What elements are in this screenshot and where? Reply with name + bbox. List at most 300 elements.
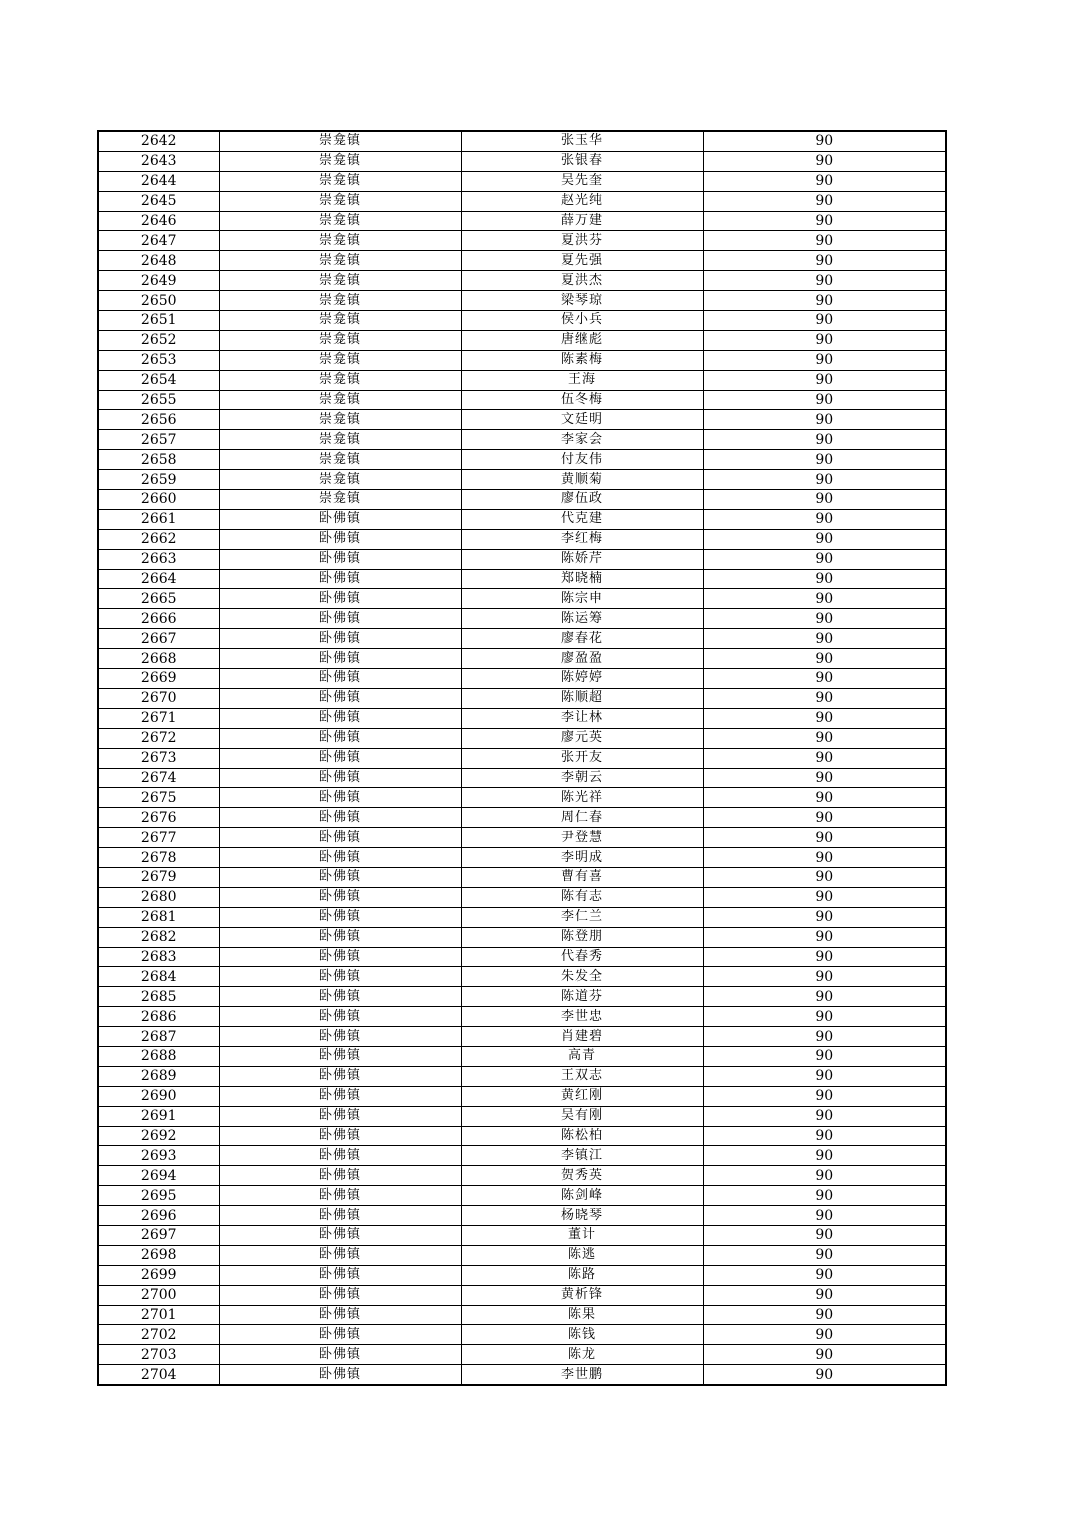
table-row (98, 370, 946, 390)
table-row (98, 1265, 946, 1285)
row-number-cell: 2688 (98, 1046, 219, 1066)
table-row (98, 1305, 946, 1325)
table-row (98, 569, 946, 589)
amount-cell: 90 (703, 370, 946, 390)
amount-cell: 90 (703, 828, 946, 848)
town-cell: 卧佛镇 (219, 828, 461, 848)
row-number-cell: 2685 (98, 987, 219, 1007)
row-number-cell: 2666 (98, 609, 219, 629)
table-row (98, 828, 946, 848)
table-row (98, 669, 946, 689)
person-name-cell: 张玉华 (461, 131, 703, 151)
person-name-cell: 廖元英 (461, 728, 703, 748)
table-row (98, 549, 946, 569)
row-number-cell: 2650 (98, 291, 219, 311)
row-number-cell: 2660 (98, 490, 219, 510)
table-row (98, 1245, 946, 1265)
row-number-cell: 2686 (98, 1007, 219, 1027)
person-name-cell: 曹有喜 (461, 867, 703, 887)
person-name-cell: 李镇江 (461, 1146, 703, 1166)
town-cell: 卧佛镇 (219, 867, 461, 887)
town-cell: 卧佛镇 (219, 808, 461, 828)
row-number-cell: 2654 (98, 370, 219, 390)
row-number-cell: 2651 (98, 311, 219, 331)
amount-cell: 90 (703, 927, 946, 947)
amount-cell: 90 (703, 967, 946, 987)
person-name-cell: 陈娇芹 (461, 549, 703, 569)
town-cell: 崇龛镇 (219, 271, 461, 291)
town-cell: 崇龛镇 (219, 390, 461, 410)
person-name-cell: 陈钱 (461, 1325, 703, 1345)
person-name-cell: 梁琴琼 (461, 291, 703, 311)
table-row (98, 907, 946, 927)
table-row (98, 1106, 946, 1126)
person-name-cell: 王海 (461, 370, 703, 390)
person-name-cell: 夏先强 (461, 251, 703, 271)
amount-cell: 90 (703, 848, 946, 868)
row-number-cell: 2682 (98, 927, 219, 947)
row-number-cell: 2698 (98, 1245, 219, 1265)
town-cell: 卧佛镇 (219, 947, 461, 967)
person-name-cell: 廖盈盈 (461, 649, 703, 669)
amount-cell: 90 (703, 470, 946, 490)
row-number-cell: 2659 (98, 470, 219, 490)
town-cell: 卧佛镇 (219, 569, 461, 589)
amount-cell: 90 (703, 1106, 946, 1126)
table-row (98, 1086, 946, 1106)
town-cell: 崇龛镇 (219, 211, 461, 231)
town-cell: 卧佛镇 (219, 708, 461, 728)
amount-cell: 90 (703, 251, 946, 271)
town-cell: 卧佛镇 (219, 589, 461, 609)
row-number-cell: 2692 (98, 1126, 219, 1146)
amount-cell: 90 (703, 748, 946, 768)
row-number-cell: 2652 (98, 330, 219, 350)
town-cell: 崇龛镇 (219, 350, 461, 370)
town-cell: 卧佛镇 (219, 848, 461, 868)
row-number-cell: 2695 (98, 1186, 219, 1206)
row-number-cell: 2693 (98, 1146, 219, 1166)
row-number-cell: 2684 (98, 967, 219, 987)
person-name-cell: 文廷明 (461, 410, 703, 430)
person-name-cell: 高青 (461, 1046, 703, 1066)
person-name-cell: 吴有刚 (461, 1106, 703, 1126)
amount-cell: 90 (703, 291, 946, 311)
amount-cell: 90 (703, 1086, 946, 1106)
person-name-cell: 陈路 (461, 1265, 703, 1285)
person-name-cell: 黄析锋 (461, 1285, 703, 1305)
row-number-cell: 2696 (98, 1206, 219, 1226)
amount-cell: 90 (703, 867, 946, 887)
amount-cell: 90 (703, 629, 946, 649)
person-name-cell: 唐继彪 (461, 330, 703, 350)
table-row (98, 1146, 946, 1166)
row-number-cell: 2674 (98, 768, 219, 788)
table-row (98, 430, 946, 450)
row-number-cell: 2649 (98, 271, 219, 291)
row-number-cell: 2691 (98, 1106, 219, 1126)
person-name-cell: 赵光纯 (461, 191, 703, 211)
amount-cell: 90 (703, 1245, 946, 1265)
town-cell: 卧佛镇 (219, 1285, 461, 1305)
row-number-cell: 2646 (98, 211, 219, 231)
amount-cell: 90 (703, 589, 946, 609)
row-number-cell: 2645 (98, 191, 219, 211)
table-row (98, 887, 946, 907)
row-number-cell: 2657 (98, 430, 219, 450)
amount-cell: 90 (703, 1166, 946, 1186)
row-number-cell: 2656 (98, 410, 219, 430)
table-row (98, 450, 946, 470)
town-cell: 卧佛镇 (219, 1166, 461, 1186)
table-row (98, 768, 946, 788)
amount-cell: 90 (703, 808, 946, 828)
row-number-cell: 2673 (98, 748, 219, 768)
table-row (98, 509, 946, 529)
row-number-cell: 2704 (98, 1365, 219, 1385)
town-cell: 卧佛镇 (219, 967, 461, 987)
table-row (98, 1365, 946, 1385)
amount-cell: 90 (703, 708, 946, 728)
person-name-cell: 张开友 (461, 748, 703, 768)
amount-cell: 90 (703, 529, 946, 549)
person-name-cell: 张银春 (461, 151, 703, 171)
amount-cell: 90 (703, 1066, 946, 1086)
amount-cell: 90 (703, 330, 946, 350)
amount-cell: 90 (703, 649, 946, 669)
person-name-cell: 陈逃 (461, 1245, 703, 1265)
person-name-cell: 侯小兵 (461, 311, 703, 331)
table-row (98, 708, 946, 728)
person-name-cell: 陈婷婷 (461, 669, 703, 689)
table-row (98, 490, 946, 510)
town-cell: 卧佛镇 (219, 1007, 461, 1027)
table-row (98, 1325, 946, 1345)
town-cell: 卧佛镇 (219, 1345, 461, 1365)
person-name-cell: 李红梅 (461, 529, 703, 549)
person-name-cell: 代克建 (461, 509, 703, 529)
amount-cell: 90 (703, 887, 946, 907)
amount-cell: 90 (703, 1046, 946, 1066)
amount-cell: 90 (703, 669, 946, 689)
person-name-cell: 尹登慧 (461, 828, 703, 848)
town-cell: 崇龛镇 (219, 131, 461, 151)
person-name-cell: 李朝云 (461, 768, 703, 788)
amount-cell: 90 (703, 1265, 946, 1285)
person-name-cell: 陈宗申 (461, 589, 703, 609)
row-number-cell: 2668 (98, 649, 219, 669)
table-row (98, 848, 946, 868)
person-name-cell: 朱发全 (461, 967, 703, 987)
table-row (98, 1345, 946, 1365)
town-cell: 卧佛镇 (219, 1066, 461, 1086)
row-number-cell: 2677 (98, 828, 219, 848)
person-name-cell: 黄顺菊 (461, 470, 703, 490)
town-cell: 崇龛镇 (219, 430, 461, 450)
row-number-cell: 2667 (98, 629, 219, 649)
table-row (98, 410, 946, 430)
person-name-cell: 陈登朋 (461, 927, 703, 947)
town-cell: 卧佛镇 (219, 1126, 461, 1146)
person-name-cell: 廖春花 (461, 629, 703, 649)
amount-cell: 90 (703, 311, 946, 331)
town-cell: 卧佛镇 (219, 887, 461, 907)
person-name-cell: 夏洪杰 (461, 271, 703, 291)
town-cell: 崇龛镇 (219, 231, 461, 251)
amount-cell: 90 (703, 350, 946, 370)
town-cell: 崇龛镇 (219, 370, 461, 390)
amount-cell: 90 (703, 271, 946, 291)
amount-cell: 90 (703, 231, 946, 251)
table-row (98, 191, 946, 211)
town-cell: 卧佛镇 (219, 927, 461, 947)
town-cell: 卧佛镇 (219, 987, 461, 1007)
town-cell: 卧佛镇 (219, 788, 461, 808)
person-name-cell: 肖建碧 (461, 1027, 703, 1047)
row-number-cell: 2703 (98, 1345, 219, 1365)
table-row (98, 350, 946, 370)
row-number-cell: 2697 (98, 1225, 219, 1245)
amount-cell: 90 (703, 1365, 946, 1385)
town-cell: 卧佛镇 (219, 669, 461, 689)
town-cell: 卧佛镇 (219, 1206, 461, 1226)
table-row (98, 390, 946, 410)
town-cell: 崇龛镇 (219, 151, 461, 171)
town-cell: 崇龛镇 (219, 251, 461, 271)
amount-cell: 90 (703, 430, 946, 450)
town-cell: 卧佛镇 (219, 688, 461, 708)
row-number-cell: 2643 (98, 151, 219, 171)
town-cell: 卧佛镇 (219, 529, 461, 549)
amount-cell: 90 (703, 907, 946, 927)
amount-cell: 90 (703, 549, 946, 569)
town-cell: 卧佛镇 (219, 1186, 461, 1206)
row-number-cell: 2669 (98, 669, 219, 689)
person-name-cell: 郑晓楠 (461, 569, 703, 589)
person-name-cell: 黄红刚 (461, 1086, 703, 1106)
table-row (98, 688, 946, 708)
person-name-cell: 李世忠 (461, 1007, 703, 1027)
row-number-cell: 2642 (98, 131, 219, 151)
town-cell: 崇龛镇 (219, 490, 461, 510)
person-name-cell: 李仁兰 (461, 907, 703, 927)
table-row (98, 1166, 946, 1186)
row-number-cell: 2653 (98, 350, 219, 370)
row-number-cell: 2644 (98, 171, 219, 191)
table-row (98, 330, 946, 350)
person-name-cell: 夏洪芬 (461, 231, 703, 251)
town-cell: 卧佛镇 (219, 1106, 461, 1126)
person-name-cell: 陈素梅 (461, 350, 703, 370)
town-cell: 卧佛镇 (219, 649, 461, 669)
amount-cell: 90 (703, 1285, 946, 1305)
amount-cell: 90 (703, 1305, 946, 1325)
amount-cell: 90 (703, 151, 946, 171)
table-row (98, 589, 946, 609)
table-row (98, 728, 946, 748)
table-row (98, 629, 946, 649)
table-row (98, 470, 946, 490)
table-row (98, 271, 946, 291)
town-cell: 卧佛镇 (219, 748, 461, 768)
person-name-cell: 贺秀英 (461, 1166, 703, 1186)
table-row (98, 1007, 946, 1027)
amount-cell: 90 (703, 569, 946, 589)
town-cell: 卧佛镇 (219, 1225, 461, 1245)
amount-cell: 90 (703, 987, 946, 1007)
table-row (98, 211, 946, 231)
row-number-cell: 2676 (98, 808, 219, 828)
amount-cell: 90 (703, 1027, 946, 1047)
person-name-cell: 陈有志 (461, 887, 703, 907)
amount-cell: 90 (703, 490, 946, 510)
row-number-cell: 2700 (98, 1285, 219, 1305)
person-name-cell: 廖伍政 (461, 490, 703, 510)
table-row (98, 1066, 946, 1086)
amount-cell: 90 (703, 1325, 946, 1345)
table-row (98, 987, 946, 1007)
person-name-cell: 杨晓琴 (461, 1206, 703, 1226)
amount-cell: 90 (703, 1186, 946, 1206)
row-number-cell: 2670 (98, 688, 219, 708)
table-row (98, 131, 946, 151)
person-name-cell: 周仁春 (461, 808, 703, 828)
row-number-cell: 2658 (98, 450, 219, 470)
table-row (98, 867, 946, 887)
town-cell: 卧佛镇 (219, 768, 461, 788)
person-name-cell: 陈顺超 (461, 688, 703, 708)
amount-cell: 90 (703, 788, 946, 808)
person-name-cell: 吴先奎 (461, 171, 703, 191)
town-cell: 崇龛镇 (219, 330, 461, 350)
row-number-cell: 2679 (98, 867, 219, 887)
town-cell: 崇龛镇 (219, 191, 461, 211)
table-row (98, 788, 946, 808)
table-row (98, 927, 946, 947)
amount-cell: 90 (703, 1345, 946, 1365)
row-number-cell: 2699 (98, 1265, 219, 1285)
person-name-cell: 陈龙 (461, 1345, 703, 1365)
row-number-cell: 2655 (98, 390, 219, 410)
amount-cell: 90 (703, 609, 946, 629)
amount-cell: 90 (703, 131, 946, 151)
town-cell: 卧佛镇 (219, 1245, 461, 1265)
table-row (98, 1225, 946, 1245)
table-row (98, 1126, 946, 1146)
town-cell: 卧佛镇 (219, 1027, 461, 1047)
row-number-cell: 2675 (98, 788, 219, 808)
table-row (98, 291, 946, 311)
table-row (98, 231, 946, 251)
table-row (98, 808, 946, 828)
amount-cell: 90 (703, 688, 946, 708)
amount-cell: 90 (703, 1206, 946, 1226)
row-number-cell: 2701 (98, 1305, 219, 1325)
row-number-cell: 2672 (98, 728, 219, 748)
amount-cell: 90 (703, 1007, 946, 1027)
table-row (98, 1285, 946, 1305)
row-number-cell: 2665 (98, 589, 219, 609)
roster-table (97, 130, 947, 1386)
row-number-cell: 2683 (98, 947, 219, 967)
table-row (98, 1186, 946, 1206)
town-cell: 卧佛镇 (219, 1046, 461, 1066)
town-cell: 卧佛镇 (219, 1305, 461, 1325)
town-cell: 崇龛镇 (219, 171, 461, 191)
town-cell: 崇龛镇 (219, 470, 461, 490)
amount-cell: 90 (703, 410, 946, 430)
person-name-cell: 陈松柏 (461, 1126, 703, 1146)
town-cell: 崇龛镇 (219, 450, 461, 470)
person-name-cell: 李让林 (461, 708, 703, 728)
person-name-cell: 陈运筹 (461, 609, 703, 629)
table-row (98, 151, 946, 171)
person-name-cell: 代春秀 (461, 947, 703, 967)
table-row (98, 649, 946, 669)
town-cell: 崇龛镇 (219, 291, 461, 311)
row-number-cell: 2664 (98, 569, 219, 589)
row-number-cell: 2663 (98, 549, 219, 569)
town-cell: 崇龛镇 (219, 311, 461, 331)
amount-cell: 90 (703, 191, 946, 211)
table-row (98, 609, 946, 629)
town-cell: 卧佛镇 (219, 629, 461, 649)
amount-cell: 90 (703, 728, 946, 748)
row-number-cell: 2662 (98, 529, 219, 549)
person-name-cell: 李家会 (461, 430, 703, 450)
person-name-cell: 薛万建 (461, 211, 703, 231)
row-number-cell: 2681 (98, 907, 219, 927)
person-name-cell: 伍冬梅 (461, 390, 703, 410)
person-name-cell: 陈剑峰 (461, 1186, 703, 1206)
row-number-cell: 2678 (98, 848, 219, 868)
amount-cell: 90 (703, 1126, 946, 1146)
person-name-cell: 陈果 (461, 1305, 703, 1325)
person-name-cell: 李明成 (461, 848, 703, 868)
table-row (98, 1046, 946, 1066)
town-cell: 卧佛镇 (219, 1146, 461, 1166)
table-row (98, 251, 946, 271)
town-cell: 卧佛镇 (219, 1365, 461, 1385)
town-cell: 卧佛镇 (219, 609, 461, 629)
table-row (98, 1027, 946, 1047)
amount-cell: 90 (703, 171, 946, 191)
town-cell: 崇龛镇 (219, 410, 461, 430)
town-cell: 卧佛镇 (219, 549, 461, 569)
table-row (98, 967, 946, 987)
town-cell: 卧佛镇 (219, 1325, 461, 1345)
amount-cell: 90 (703, 509, 946, 529)
table-row (98, 311, 946, 331)
town-cell: 卧佛镇 (219, 907, 461, 927)
amount-cell: 90 (703, 211, 946, 231)
table-row (98, 1206, 946, 1226)
amount-cell: 90 (703, 1146, 946, 1166)
row-number-cell: 2661 (98, 509, 219, 529)
row-number-cell: 2689 (98, 1066, 219, 1086)
row-number-cell: 2702 (98, 1325, 219, 1345)
town-cell: 卧佛镇 (219, 728, 461, 748)
town-cell: 卧佛镇 (219, 1086, 461, 1106)
amount-cell: 90 (703, 947, 946, 967)
town-cell: 卧佛镇 (219, 509, 461, 529)
person-name-cell: 李世鹏 (461, 1365, 703, 1385)
row-number-cell: 2687 (98, 1027, 219, 1047)
amount-cell: 90 (703, 768, 946, 788)
table-row (98, 171, 946, 191)
amount-cell: 90 (703, 450, 946, 470)
town-cell: 卧佛镇 (219, 1265, 461, 1285)
